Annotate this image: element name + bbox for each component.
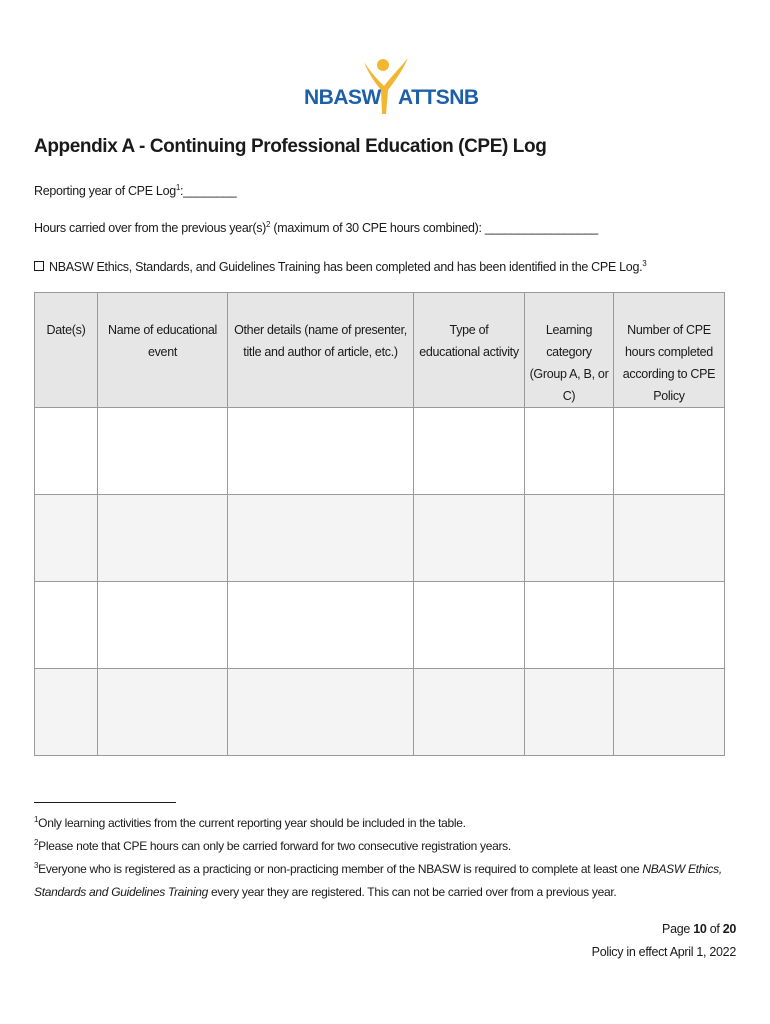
logo-text-left: NBASW — [304, 86, 381, 109]
table-cell[interactable] — [98, 582, 228, 669]
footnote-text-end: every year they are registered. This can not be carried over from a previous year. — [208, 885, 617, 899]
header-cpe-hours: Number of CPE hours completed according to CPE Policy — [614, 293, 725, 408]
table-cell[interactable] — [614, 495, 725, 582]
page-current: 10 — [693, 922, 707, 936]
footnote-1 — [34, 812, 724, 835]
reporting-year-label: Reporting year of CPE Log — [34, 184, 176, 198]
reporting-year-blank[interactable]: :________ — [180, 184, 237, 198]
policy-date: Policy in effect April 1, 2022 — [591, 945, 736, 959]
footnote-text: Only learning activities from the current reporting year should be included in the table. — [38, 816, 466, 830]
footnote-text: Please note that CPE hours can only be carried forward for two consecutive registration years. — [38, 839, 511, 853]
table-cell[interactable] — [35, 582, 98, 669]
table-cell[interactable] — [35, 495, 98, 582]
footnote-number: 2 — [34, 838, 39, 847]
table-cell[interactable] — [35, 408, 98, 495]
table-row — [35, 582, 725, 669]
table-cell[interactable] — [414, 582, 525, 669]
nbasw-logo — [304, 56, 479, 120]
table-cell[interactable] — [614, 669, 725, 756]
ethics-checkbox[interactable] — [34, 261, 44, 271]
table-cell[interactable] — [228, 495, 414, 582]
table-cell[interactable] — [228, 408, 414, 495]
ethics-training-text: NBASW Ethics, Standards, and Guidelines Training has been completed and has been identified in the CPE Log. — [49, 260, 643, 274]
hours-carried-line — [34, 221, 598, 235]
table-cell[interactable] — [35, 669, 98, 756]
header-dates: Date(s) — [35, 293, 98, 408]
page-total: 20 — [722, 922, 736, 936]
table-header-row — [35, 293, 725, 408]
page-number — [662, 922, 736, 936]
footnote-number: 3 — [34, 861, 39, 870]
logo-text-right: ATTSNB — [398, 86, 479, 109]
table-cell[interactable] — [614, 582, 725, 669]
ethics-training-line — [34, 260, 646, 274]
footnote-divider — [34, 802, 176, 803]
footnote-number: 1 — [34, 815, 39, 824]
table-cell[interactable] — [228, 669, 414, 756]
page-of: of — [706, 922, 723, 936]
header-event-name: Name of educational event — [98, 293, 228, 408]
table-cell[interactable] — [98, 669, 228, 756]
page-title: Appendix A - Continuing Professional Education (CPE) Log — [34, 136, 547, 157]
table-row — [35, 669, 725, 756]
reporting-year-line — [34, 184, 236, 198]
footnote-italic-title: NBASW Ethics, Standards and Guidelines Training — [34, 862, 722, 899]
table-cell[interactable] — [525, 495, 614, 582]
cpe-log-table — [34, 292, 725, 756]
footnote-ref-2: 2 — [266, 219, 271, 229]
hours-carried-blank[interactable]: (maximum of 30 CPE hours combined): _________________ — [270, 221, 598, 235]
table-cell[interactable] — [614, 408, 725, 495]
table-cell[interactable] — [228, 582, 414, 669]
footnote-3 — [34, 858, 724, 904]
table-cell[interactable] — [525, 669, 614, 756]
table-cell[interactable] — [414, 669, 525, 756]
footnote-2 — [34, 835, 724, 858]
footnote-ref-3: 3 — [642, 258, 647, 268]
table-cell[interactable] — [98, 495, 228, 582]
table-cell[interactable] — [98, 408, 228, 495]
table-row — [35, 408, 725, 495]
footnote-text: Everyone who is registered as a practicing or non-practicing member of the NBASW is required to complete at least one — [38, 862, 643, 876]
header-learning-category: Learning category (Group A, B, or C) — [525, 293, 614, 408]
header-other-details: Other details (name of presenter, title and author of article, etc.) — [228, 293, 414, 408]
page-prefix: Page — [662, 922, 694, 936]
footnote-ref-1: 1 — [175, 182, 181, 192]
table-cell[interactable] — [525, 408, 614, 495]
table-cell[interactable] — [414, 495, 525, 582]
hours-carried-label: Hours carried over from the previous year(s) — [34, 221, 267, 235]
table-cell[interactable] — [525, 582, 614, 669]
header-activity-type: Type of educational activity — [414, 293, 525, 408]
table-row — [35, 495, 725, 582]
table-cell[interactable] — [414, 408, 525, 495]
